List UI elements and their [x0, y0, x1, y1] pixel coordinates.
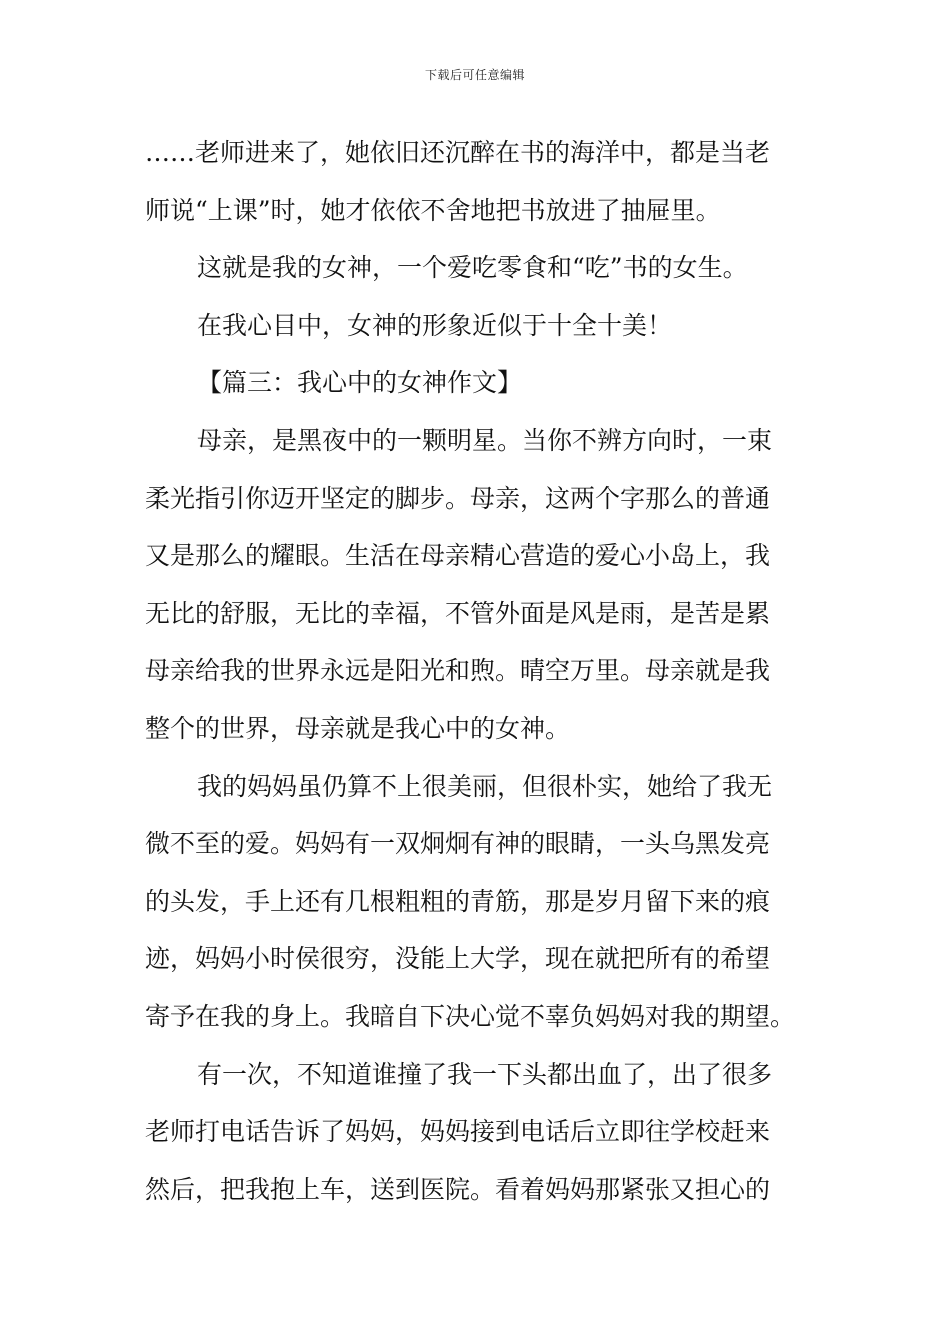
text-line-14: 的头发，手上还有几根粗粗的青筋，那是岁月留下来的痕 — [145, 886, 771, 916]
text-line-19: 然后，把我抱上车，送到医院。看着妈妈那紧张又担心的 — [145, 1174, 771, 1204]
text-line-15: 迹，妈妈小时侯很穷，没能上大学，现在就把所有的希望 — [145, 944, 771, 974]
section-heading: 【篇三：我心中的女神作文】 — [197, 368, 523, 398]
text-line-16: 寄予在我的身上。我暗自下决心觉不辜负妈妈对我的期望。 — [145, 1001, 796, 1031]
page-header: 下载后可任意编辑 — [424, 68, 525, 82]
text-line-18: 老师打电话告诉了妈妈，妈妈接到电话后立即往学校赶来 — [145, 1117, 771, 1147]
text-line-10: 母亲给我的世界永远是阳光和煦。晴空万里。母亲就是我 — [145, 656, 771, 686]
text-line-9: 无比的舒服，无比的幸福，不管外面是风是雨，是苦是累 — [145, 598, 771, 628]
text-line-8: 又是那么的耀眼。生活在母亲精心营造的爱心小岛上，我 — [145, 541, 771, 571]
text-line-2: 师说“上课”时，她才依依不舍地把书放进了抽屉里。 — [145, 195, 721, 225]
text-line-12: 我的妈妈虽仍算不上很美丽，但很朴实，她给了我无 — [197, 771, 773, 801]
text-line-6: 母亲，是黑夜中的一颗明星。当你不辨方向时，一束 — [197, 425, 773, 455]
text-line-17: 有一次，不知道谁撞了我一下头都出血了，出了很多 — [197, 1059, 773, 1089]
text-line-4: 在我心目中，女神的形象近似于十全十美！ — [197, 310, 673, 340]
text-line-7: 柔光指引你迈开坚定的脚步。母亲，这两个字那么的普通 — [145, 483, 771, 513]
text-line-1: ……老师进来了，她依旧还沉醉在书的海洋中，都是当老 — [145, 138, 771, 167]
text-line-3: 这就是我的女神，一个爱吃零食和“吃”书的女生。 — [197, 253, 748, 283]
body-text — [145, 124, 807, 1218]
text-line-11: 整个的世界，母亲就是我心中的女神。 — [145, 713, 571, 743]
text-line-13: 微不至的爱。妈妈有一双炯炯有神的眼睛，一头乌黑发亮 — [145, 829, 771, 859]
